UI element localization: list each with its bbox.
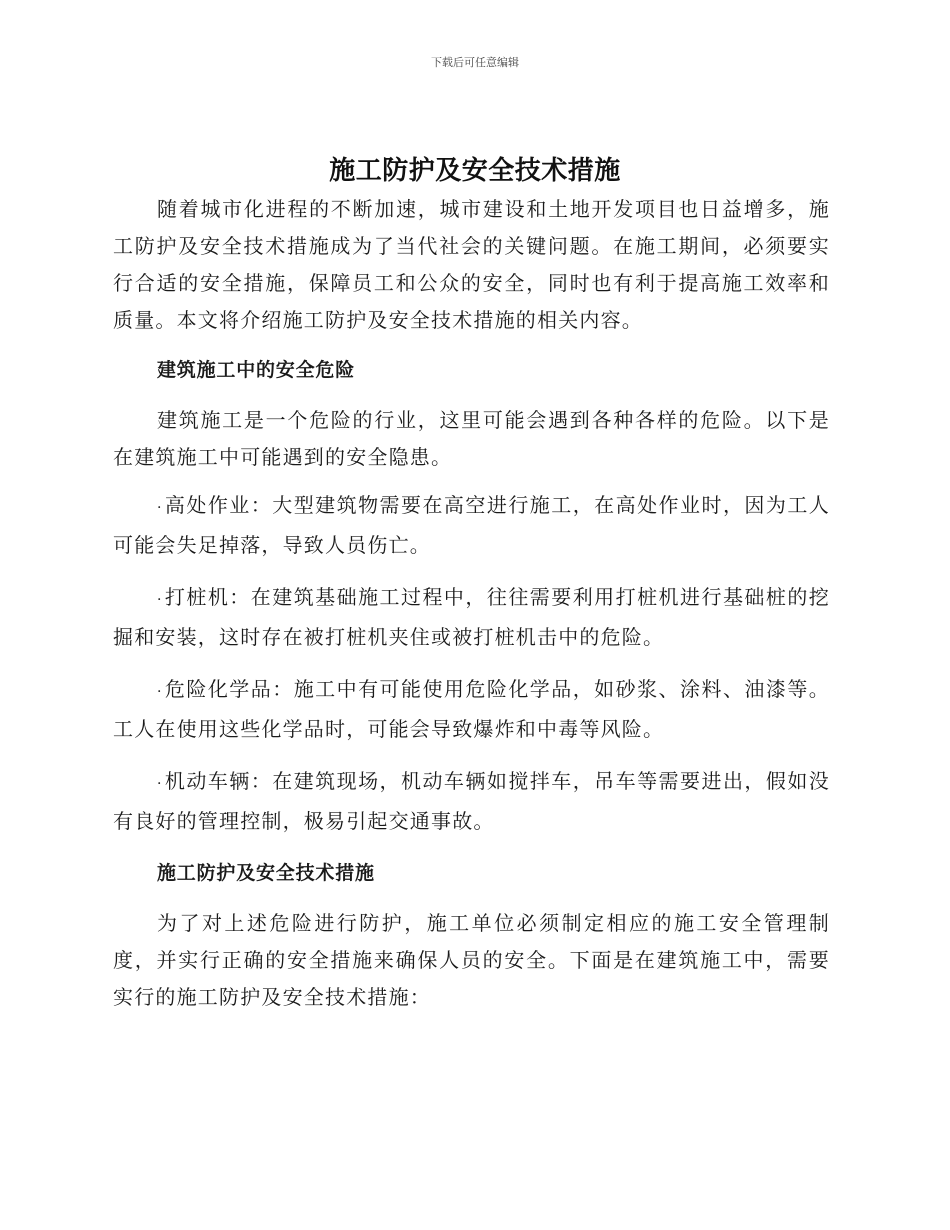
bullet-item-pile-driver — [113, 579, 830, 656]
bullet-text: 高处作业：大型建筑物需要在高空进行施工，在高处作业时，因为工人可能会失足掉落，导致人员伤亡。 — [113, 493, 830, 557]
header-note: 下载后可任意编辑 — [431, 56, 519, 69]
section-heading-measures: 施工防护及安全技术措施 — [157, 862, 375, 884]
intro-paragraph: 随着城市化进程的不断加速，城市建设和土地开发项目也日益增多，施工防护及安全技术措施成为了当代社会的关键问题。在施工期间，必须要实行合适的安全措施，保障员工和公众的安全，同时也有利于提高施工效率和质量。本文将介绍施工防护及安全技术措施的相关内容。 — [113, 197, 830, 332]
bullet-item-chemicals — [113, 671, 830, 748]
bullet-item-vehicles — [113, 763, 830, 840]
bullet-marker: · — [157, 684, 163, 700]
bullet-marker: · — [157, 592, 163, 608]
bullet-text: 打桩机：在建筑基础施工过程中，往往需要利用打桩机进行基础桩的挖掘和安装，这时存在被打桩机夹住或被打桩机击中的危险。 — [113, 585, 830, 649]
bullet-item-high-altitude — [113, 487, 830, 564]
bullet-marker: · — [157, 500, 163, 516]
document-title: 施工防护及安全技术措施 — [329, 156, 621, 186]
section-measures-intro: 为了对上述危险进行防护，施工单位必须制定相应的施工安全管理制度，并实行正确的安全措施来确保人员的安全。下面是在建筑施工中，需要实行的施工防护及安全技术措施： — [113, 911, 830, 1009]
section-heading-hazards: 建筑施工中的安全危险 — [157, 359, 356, 381]
bullet-marker: · — [157, 776, 163, 792]
section-hazards-intro: 建筑施工是一个危险的行业，这里可能会遇到各种各样的危险。以下是在建筑施工中可能遇到的安全隐患。 — [113, 408, 830, 469]
bullet-text: 危险化学品：施工中有可能使用危险化学品，如砂浆、涂料、油漆等。工人在使用这些化学品时，可能会导致爆炸和中毒等风险。 — [113, 677, 830, 741]
bullet-text: 机动车辆：在建筑现场，机动车辆如搅拌车，吊车等需要进出，假如没有良好的管理控制，极易引起交通事故。 — [113, 769, 830, 833]
document-body — [113, 191, 830, 1027]
